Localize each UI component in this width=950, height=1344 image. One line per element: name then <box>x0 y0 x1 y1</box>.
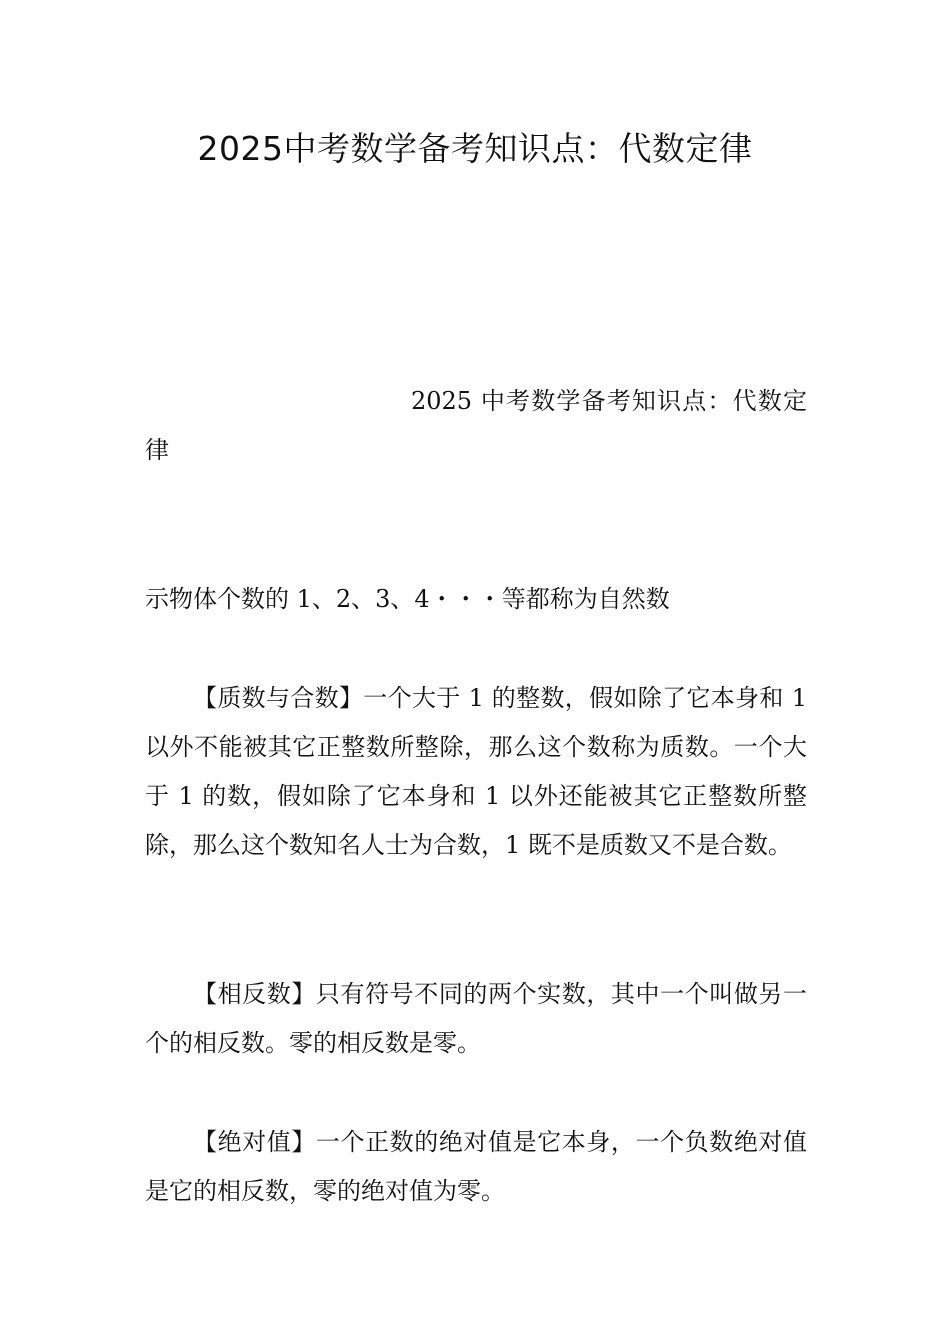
paragraph-absolute-value: 【绝对值】一个正数的绝对值是它本身，一个负数绝对值是它的相反数，零的绝对值为零。 <box>145 1128 807 1205</box>
paragraph-prime-composite: 【质数与合数】一个大于 1 的整数，假如除了它本身和 1 以外不能被其它正整数所整除，那么这个数称为质数。一个大于 1 的数，假如除了它本身和 1 以外还能被其它正整数所整除，那么这个数知名人士为合数，1 既不是质数又不是合数。 <box>145 684 807 859</box>
paragraph-natural-numbers: 示物体个数的 1、2、3、4・・・等都称为自然数 <box>145 585 670 613</box>
paragraph-opposite-numbers: 【相反数】只有符号不同的两个实数，其中一个叫做另一个的相反数。零的相反数是零。 <box>145 980 807 1057</box>
document-title: 2025中考数学备考知识点：代数定律 <box>197 129 753 168</box>
document-subtitle: 2025 中考数学备考知识点：代数定律 <box>145 387 807 464</box>
